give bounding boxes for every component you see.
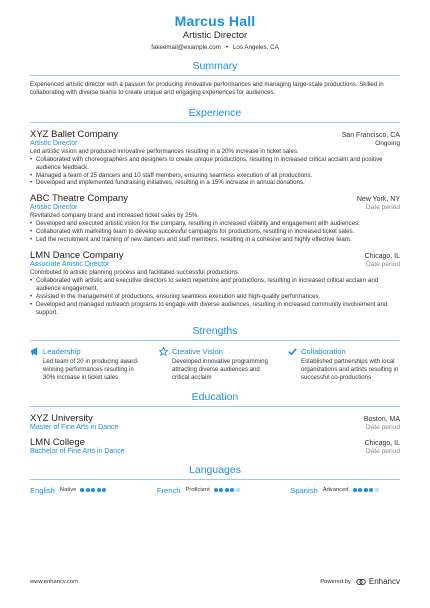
section-title-strengths: Strengths [192,325,238,338]
experience-entry [30,193,400,244]
job-period: Date period [365,204,400,212]
job-bullet: • Collaborated with marketing team to develop successful campaigns for productions, resulting in increased ticket sales. [30,228,400,236]
job-bullet: • Developed and executed artistic vision for the company, resulting in increased visibility and engagement with audiences. [30,220,400,228]
strength-text: Led team of 20 in producing award-winning performances resulting in 30% increase in ticket sales [43,358,139,381]
job-bullet: • Developed and implemented fundraising initiatives, resulting in a 15% increase in annual donations. [30,179,400,187]
job-role: Artistic Director [30,204,78,212]
job-location: San Francisco, CA [341,131,400,139]
job-bullet: • Assisted in the management of productions, ensuring seamless execution and high-quality performances. [30,293,400,301]
degree: Master of Fine Arts in Dance [30,423,119,431]
strength-text: Established partnerships with local organizations and artists resulting in successful co-productions [301,358,399,381]
language-level: Proficient [185,487,210,494]
language-rating [214,488,242,492]
strength-text: Developed innovative programming attracting diverse audiences and critical acclaim [172,358,268,381]
strength-title: Creative Vision [172,347,223,357]
job-role: Artistic Director [30,139,78,147]
job-bullet: • Collaborated with artistic and executive directors to select repertoire and productions, resulting in increased critical acclaim and audience engagement. [30,277,400,293]
company-name: XYZ Ballet Company [30,128,119,140]
rating-dot-empty [236,488,240,492]
summary-text: Experienced artistic director with a passion for producing innovative performances and managing large-scale productions. Skilled in collaborating with diverse teams to create unique and engaging experiences for audiences. [30,81,384,97]
section-title-languages: Languages [189,463,241,476]
section-divider [30,122,400,123]
school-name: LMN College [30,436,85,448]
rating-dot-empty [375,488,379,492]
rating-dot-filled [225,488,229,492]
education-entry [30,413,400,431]
section-divider [30,75,400,76]
job-role: Associate Artistic Director [30,260,110,268]
job-period: Ongoing [375,139,400,147]
education-entry [30,437,400,455]
rating-dot-filled [353,488,357,492]
language-name: Spanish [290,485,318,495]
rating-dot-filled [358,488,362,492]
star-icon [159,347,168,356]
language-name: English [30,485,55,495]
job-location: New York, NY [356,196,400,204]
contact-line [30,44,400,51]
job-bullets [30,220,400,244]
job-bullets [30,277,400,317]
degree: Bachelor of Fine Arts in Dance [30,447,125,455]
school-location: Boston, MA [363,415,400,423]
resume-header [30,0,400,51]
experience-entry [30,129,400,188]
company-name: ABC Theatre Company [30,193,129,205]
rating-dot-filled [102,488,106,492]
language-rating [80,488,108,492]
location: Los Angeles, CA [232,44,279,51]
rating-dot-filled [80,488,84,492]
strength-item [288,347,400,381]
footer-brand [320,577,400,586]
rating-dot-filled [369,488,373,492]
education-period: Date period [365,447,400,455]
rating-dot-filled [230,488,234,492]
job-period: Date period [365,260,400,268]
section-divider [30,479,400,480]
language-name: French [156,485,181,495]
email: fakeemail@example.com [151,44,221,51]
job-description: Contributed to artistic planning process and facilitated successful productions. [30,268,240,276]
language-level: Advanced [322,487,349,494]
strengths-row [30,347,400,381]
section-title-experience: Experience [188,106,242,119]
job-bullet: • Led the recruitment and training of new dancers and staff members, resulting in a cohesive and highly effective team. [30,236,400,244]
languages-row [30,486,400,495]
separator-dot: • [225,44,228,51]
job-description: Revitalized company brand and increased ticket sales by 25%. [30,212,200,220]
candidate-title: Artistic Director [182,30,248,41]
rating-dot-filled [86,488,90,492]
rating-dot-filled [219,488,223,492]
job-bullet: • Managed a team of 25 dancers and 10 staff members, ensuring seamless execution of all productions. [30,172,400,180]
check-icon [288,347,297,356]
strength-item [159,347,271,381]
school-location: Chicago, IL [364,439,400,447]
language-item [157,486,241,495]
language-level: Native [59,487,77,494]
strength-item [30,347,142,381]
language-item [30,486,108,495]
strength-title: Leadership [43,347,81,357]
language-rating [353,488,381,492]
job-bullet: • Developed and managed outreach programs to engage with diverse audiences, resulting in increased community involvement and support. [30,301,400,317]
brand-name: Enhancv [368,577,400,586]
language-item [290,486,380,495]
powered-by-label: Powered by [320,578,351,585]
section-divider [30,340,400,341]
school-name: XYZ University [30,412,93,424]
education-period: Date period [365,423,400,431]
page-footer [30,577,400,586]
enhancv-logo-icon [356,578,366,586]
megaphone-icon [30,347,39,356]
job-location: Chicago, IL [364,252,400,260]
rating-dot-filled [97,488,101,492]
section-title-education: Education [191,390,239,403]
job-bullets [30,156,400,188]
candidate-name: Marcus Hall [174,13,256,29]
rating-dot-filled [91,488,95,492]
footer-url[interactable]: www.enhancv.com [30,578,78,585]
job-bullet: • Collaborated with choreographers and designers to create unique productions, resulting in increased critical acclaim and positive audience feedback. [30,156,400,172]
section-title-summary: Summary [192,60,238,72]
section-divider [30,406,400,407]
rating-dot-filled [214,488,218,492]
strength-title: Collaboration [301,347,346,357]
experience-entry [30,250,400,316]
job-description: Led artistic vision and produced innovative performances resulting in a 20% increase in ticket sales. [30,147,299,155]
rating-dot-filled [364,488,368,492]
company-name: LMN Dance Company [30,249,124,261]
